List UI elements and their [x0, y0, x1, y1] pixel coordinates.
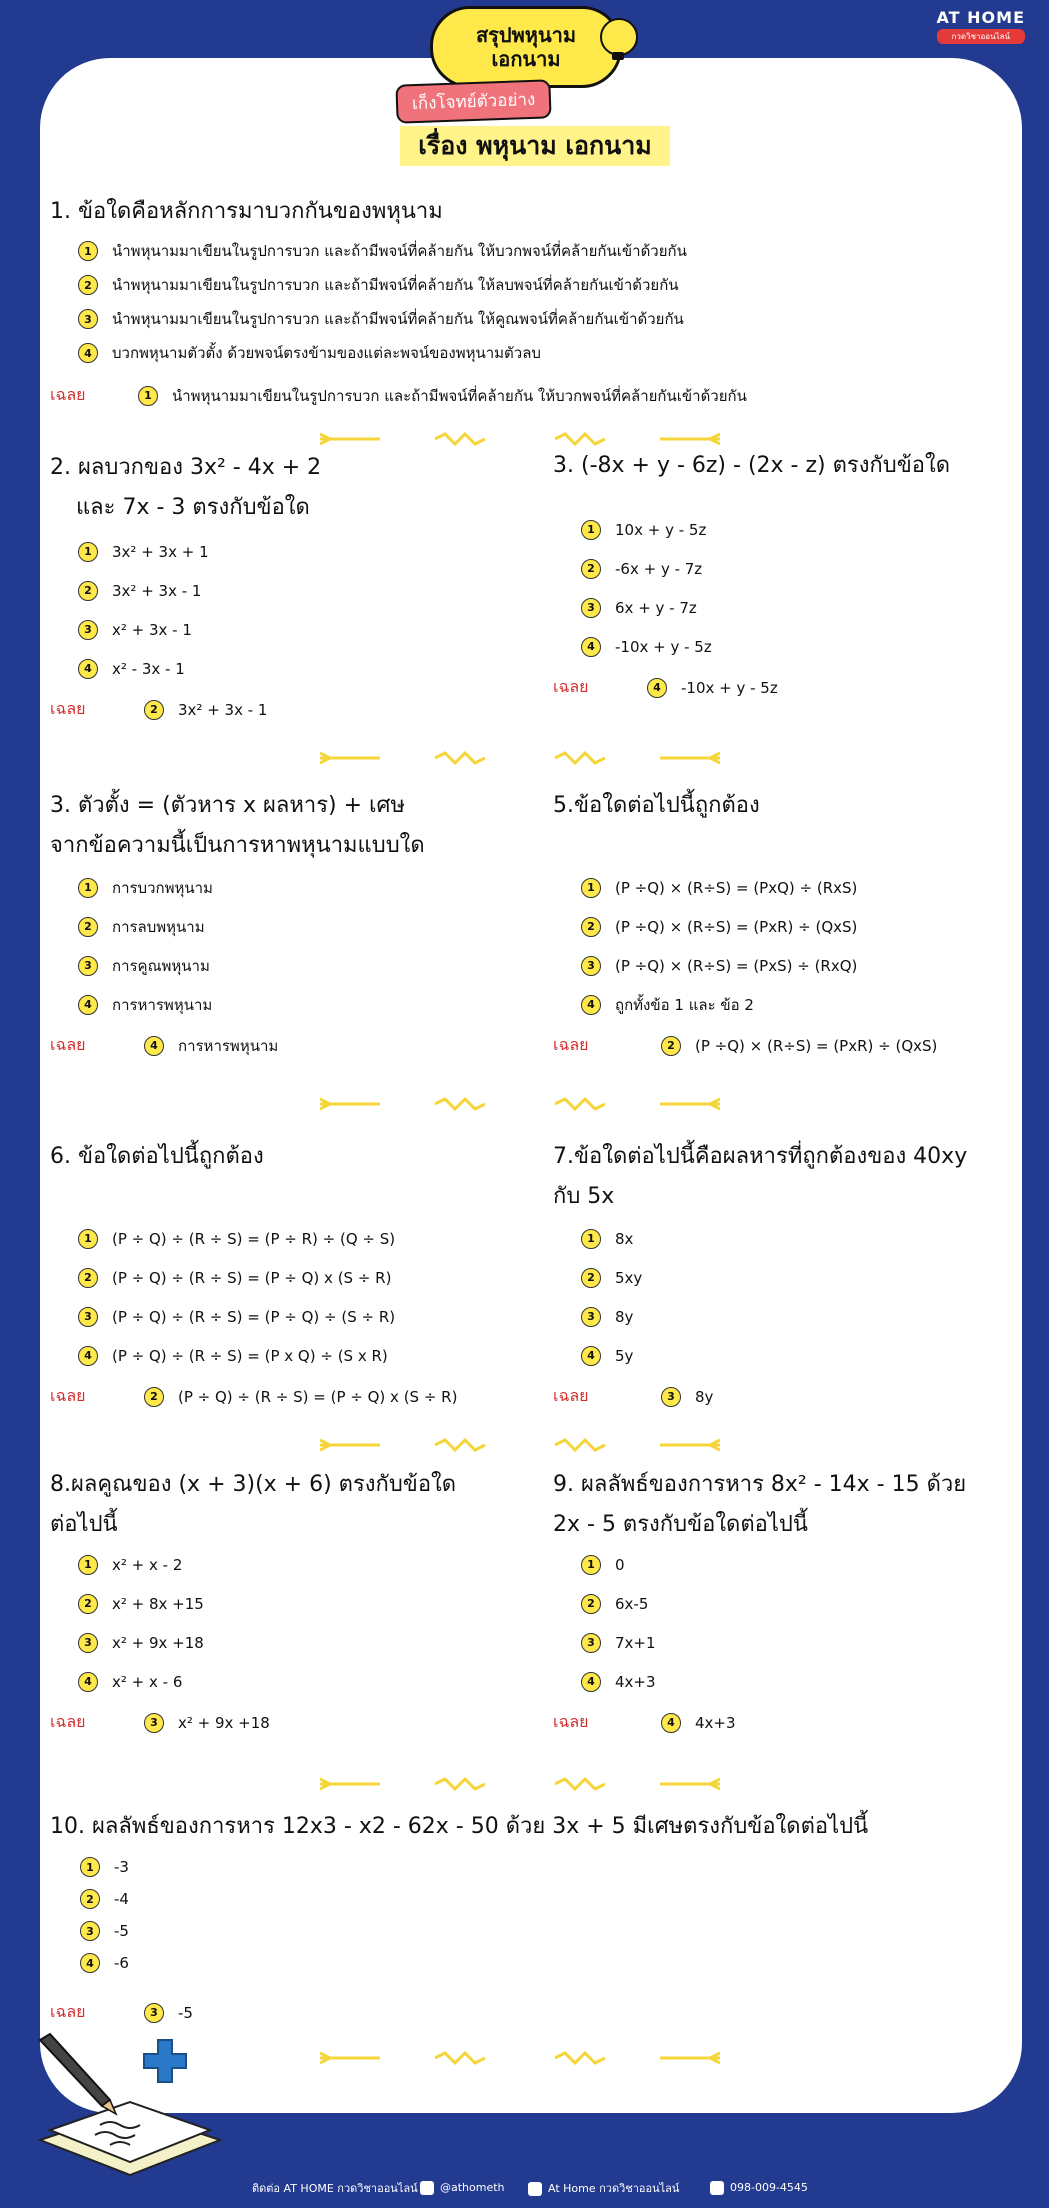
option-4[interactable]: [50, 1336, 550, 1375]
answer-number-icon: 2: [661, 1036, 681, 1056]
question-title: 3. (-8x + y - 6z) - (2x - z) ตรงกับข้อใด: [553, 453, 950, 478]
option-3[interactable]: [553, 588, 1003, 627]
option-text: (P ÷ Q) ÷ (R ÷ S) = (P ÷ Q) ÷ (S ÷ R): [112, 1307, 396, 1326]
question-title: 9. ผลลัพธ์ของการหาร 8x² - 14x - 15 ด้วย: [553, 1472, 967, 1497]
number-2-icon: 2: [581, 1268, 601, 1288]
option-4[interactable]: [553, 1662, 1003, 1701]
option-text: (P ÷ Q) ÷ (R ÷ S) = (P x Q) ÷ (S x R): [112, 1346, 388, 1365]
option-text: 6x-5: [615, 1594, 649, 1613]
answer-text: 4x+3: [695, 1713, 736, 1732]
option-text: นำพหุนามมาเขียนในรูปการบวก และถ้ามีพจน์ที่คล้ายกัน ให้บวกพจน์ที่คล้ายกันเข้าด้วยกัน: [112, 242, 687, 260]
option-text: 8x: [615, 1229, 634, 1248]
question-6: [50, 1137, 550, 1416]
answer-label: เฉลย: [553, 1035, 589, 1054]
answer-label: เฉลย: [50, 1386, 86, 1405]
answer-number-icon: 3: [661, 1387, 681, 1407]
lightbulb-icon: [600, 18, 638, 56]
option-text: การบวกพหุนาม: [112, 878, 213, 897]
question-title: 3. ตัวตั้ง = (ตัวหาร x ผลหาร) + เศษ: [50, 793, 406, 818]
question-8: [50, 1465, 550, 1742]
answer-label: เฉลย: [553, 1386, 589, 1405]
option-3[interactable]: [50, 946, 550, 985]
number-2-icon: 2: [78, 1268, 98, 1288]
option-3[interactable]: [50, 1297, 550, 1336]
answer-text: การหารพหุนาม: [178, 1036, 279, 1055]
line-icon: [420, 2181, 434, 2195]
footer-line[interactable]: [420, 2181, 505, 2195]
question-title-line2: 2x - 5 ตรงกับข้อใดต่อไปนี้: [553, 1512, 808, 1537]
number-4-icon: 4: [78, 1672, 98, 1692]
brand-title: AT HOME: [936, 8, 1025, 27]
divider: [320, 1776, 720, 1790]
number-3-icon: 3: [78, 1307, 98, 1327]
option-text: -10x + y - 5z: [615, 637, 712, 656]
option-text: x² + 3x - 1: [112, 620, 192, 639]
answer-row: [553, 1026, 1003, 1065]
option-text: x² + x - 2: [112, 1555, 183, 1574]
option-4[interactable]: [553, 985, 1003, 1024]
cloud-title-line2: เอกนาม: [491, 47, 561, 71]
number-4-icon: 4: [581, 1346, 601, 1366]
option-4[interactable]: [553, 1336, 1003, 1375]
option-1[interactable]: [50, 1545, 550, 1584]
number-1-icon: 1: [78, 542, 98, 562]
question-title: 7.ข้อใดต่อไปนี้คือผลหารที่ถูกต้องของ 40xy: [553, 1144, 968, 1169]
option-text: 8y: [615, 1307, 634, 1326]
answer-text: นำพหุนามมาเขียนในรูปการบวก และถ้ามีพจน์ที่คล้ายกัน ให้บวกพจน์ที่คล้ายกันเข้าด้วยกัน: [172, 386, 747, 405]
divider: [320, 750, 720, 764]
option-text: 3x² + 3x + 1: [112, 542, 209, 561]
sample-tag: เก็งโจทย์ตัวอย่าง: [395, 79, 552, 123]
option-1[interactable]: [50, 234, 970, 268]
answer-label: เฉลย: [50, 385, 86, 404]
number-3-icon: 3: [78, 1633, 98, 1653]
number-2-icon: 2: [78, 1594, 98, 1614]
number-4-icon: 4: [78, 659, 98, 679]
divider: [320, 1437, 720, 1451]
answer-number-icon: 4: [661, 1713, 681, 1733]
option-text: นำพหุนามมาเขียนในรูปการบวก และถ้ามีพจน์ที่คล้ายกัน ให้คูณพจน์ที่คล้ายกันเข้าด้วยกัน: [112, 310, 684, 328]
footer-facebook[interactable]: [528, 2179, 679, 2197]
option-text: การคูณพหุนาม: [112, 956, 210, 975]
question-title-line2: และ 7x - 3 ตรงกับข้อใด: [76, 495, 310, 520]
option-text: 7x+1: [615, 1633, 656, 1652]
option-text: 5xy: [615, 1268, 643, 1287]
line-handle: @athometh: [440, 2181, 505, 2194]
number-4-icon: 4: [581, 1672, 601, 1692]
option-text: 3x² + 3x - 1: [112, 581, 202, 600]
question-title: 2. ผลบวกของ 3x² - 4x + 2: [50, 455, 322, 480]
answer-number-icon: 3: [144, 1713, 164, 1733]
answer-label: เฉลย: [553, 677, 589, 696]
number-1-icon: 1: [581, 878, 601, 898]
number-2-icon: 2: [78, 917, 98, 937]
question-2: [50, 448, 500, 729]
option-3[interactable]: [553, 946, 1003, 985]
number-3-icon: 3: [80, 1921, 100, 1941]
option-text: (P ÷Q) × (R÷S) = (PxS) ÷ (RxQ): [615, 956, 858, 975]
facebook-icon: [528, 2182, 542, 2196]
option-text: -6x + y - 7z: [615, 559, 703, 578]
option-3[interactable]: [50, 302, 970, 336]
option-2[interactable]: [50, 907, 550, 946]
number-1-icon: 1: [78, 878, 98, 898]
number-2-icon: 2: [581, 917, 601, 937]
option-1[interactable]: [50, 868, 550, 907]
cloud-title-line1: สรุปพหุนาม: [475, 23, 577, 47]
answer-row: [553, 668, 1003, 707]
answer-row: [50, 1703, 550, 1742]
number-1-icon: 1: [581, 1229, 601, 1249]
question-3b: [50, 786, 550, 1065]
number-2-icon: 2: [581, 1594, 601, 1614]
question-title-line2: ต่อไปนี้: [50, 1512, 118, 1537]
option-2[interactable]: [553, 1584, 1003, 1623]
footer-contact: ติดต่อ AT HOME กวดวิชาออนไลน์: [252, 2182, 418, 2195]
answer-label: เฉลย: [50, 699, 86, 718]
divider: [320, 431, 720, 445]
option-text: 5y: [615, 1346, 634, 1365]
option-2[interactable]: [553, 1258, 1003, 1297]
question-title-line2: จากข้อความนี้เป็นการหาพหุนามแบบใด: [50, 833, 425, 858]
answer-row: [553, 1703, 1003, 1742]
option-3[interactable]: [50, 1623, 550, 1662]
question-9: [553, 1465, 1003, 1742]
option-1[interactable]: [553, 1545, 1003, 1584]
option-text: -3: [114, 1858, 129, 1876]
number-1-icon: 1: [581, 1555, 601, 1575]
number-1-icon: 1: [78, 241, 98, 261]
brand-subtitle: กวดวิชาออนไลน์: [937, 29, 1025, 44]
option-1[interactable]: [553, 1219, 1003, 1258]
question-5: [553, 786, 1003, 1065]
divider: [320, 2050, 720, 2064]
option-4[interactable]: [50, 1662, 550, 1701]
option-1[interactable]: [50, 532, 500, 571]
number-4-icon: 4: [78, 995, 98, 1015]
option-3[interactable]: [50, 610, 500, 649]
option-1[interactable]: [553, 510, 1003, 549]
question-title: 5.ข้อใดต่อไปนี้ถูกต้อง: [553, 793, 760, 818]
option-2[interactable]: [50, 268, 970, 302]
option-text: 6x + y - 7z: [615, 598, 697, 617]
option-4[interactable]: [50, 985, 550, 1024]
number-2-icon: 2: [581, 559, 601, 579]
answer-number-icon: 4: [647, 678, 667, 698]
question-10: [50, 1807, 990, 2032]
option-text: (P ÷ Q) ÷ (R ÷ S) = (P ÷ Q) x (S ÷ R): [112, 1268, 392, 1287]
answer-label: เฉลย: [50, 2002, 86, 2021]
option-text: นำพหุนามมาเขียนในรูปการบวก และถ้ามีพจน์ที่คล้ายกัน ให้ลบพจน์ที่คล้ายกันเข้าด้วยกัน: [112, 276, 679, 294]
question-3a: [553, 446, 1003, 707]
option-text: -6: [114, 1954, 129, 1972]
number-2-icon: 2: [80, 1889, 100, 1909]
option-4[interactable]: [553, 627, 1003, 666]
option-3[interactable]: [553, 1297, 1003, 1336]
option-1[interactable]: [50, 1219, 550, 1258]
answer-number-icon: 1: [138, 386, 158, 406]
option-2[interactable]: [50, 1584, 550, 1623]
option-text: การหารพหุนาม: [112, 995, 213, 1014]
plus-icon: [140, 2036, 190, 2086]
number-3-icon: 3: [581, 956, 601, 976]
answer-number-icon: 4: [144, 1036, 164, 1056]
answer-text: 8y: [695, 1387, 714, 1406]
phone-number: 098-009-4545: [730, 2181, 808, 2194]
answer-number-icon: 2: [144, 1387, 164, 1407]
footer: [0, 2168, 1049, 2208]
option-1[interactable]: [553, 868, 1003, 907]
answer-label: เฉลย: [50, 1035, 86, 1054]
answer-number-icon: 3: [144, 2003, 164, 2023]
option-4[interactable]: [50, 336, 970, 370]
option-text: x² - 3x - 1: [112, 659, 185, 678]
brand-logo: [937, 8, 1025, 44]
number-1-icon: 1: [581, 520, 601, 540]
number-4-icon: 4: [581, 637, 601, 657]
option-text: 10x + y - 5z: [615, 520, 707, 539]
number-3-icon: 3: [581, 598, 601, 618]
answer-text: 3x² + 3x - 1: [178, 700, 268, 719]
topic-banner: เรื่อง พหุนาม เอกนาม: [400, 126, 670, 166]
option-2[interactable]: [50, 571, 500, 610]
option-text: ถูกทั้งข้อ 1 และ ข้อ 2: [615, 995, 754, 1014]
answer-text: -10x + y - 5z: [681, 678, 778, 697]
answer-row: [50, 1993, 990, 2032]
number-3-icon: 3: [78, 620, 98, 640]
option-text: -5: [114, 1922, 129, 1940]
title-cloud: [430, 6, 622, 88]
answer-label: เฉลย: [553, 1712, 589, 1731]
answer-text: x² + 9x +18: [178, 1713, 270, 1732]
number-4-icon: 4: [80, 1953, 100, 1973]
option-text: x² + x - 6: [112, 1672, 183, 1691]
option-4[interactable]: [50, 1947, 990, 1979]
option-2[interactable]: [553, 907, 1003, 946]
question-7: [553, 1137, 1003, 1416]
answer-row: [50, 376, 970, 415]
number-4-icon: 4: [78, 343, 98, 363]
option-text: 0: [615, 1555, 625, 1574]
answer-label: เฉลย: [50, 1712, 86, 1731]
number-3-icon: 3: [581, 1307, 601, 1327]
answer-text: (P ÷ Q) ÷ (R ÷ S) = (P ÷ Q) x (S ÷ R): [178, 1387, 458, 1406]
number-1-icon: 1: [78, 1555, 98, 1575]
number-1-icon: 1: [80, 1857, 100, 1877]
question-title-line2: กับ 5x: [553, 1184, 615, 1209]
option-text: บวกพหุนามตัวตั้ง ด้วยพจน์ตรงข้ามของแต่ละพจน์ของพหุนามตัวลบ: [112, 344, 541, 362]
number-4-icon: 4: [581, 995, 601, 1015]
option-3[interactable]: [50, 1915, 990, 1947]
option-4[interactable]: [50, 649, 500, 688]
number-2-icon: 2: [78, 581, 98, 601]
option-text: x² + 9x +18: [112, 1633, 204, 1652]
answer-row: [50, 690, 500, 729]
number-3-icon: 3: [581, 1633, 601, 1653]
number-2-icon: 2: [78, 275, 98, 295]
option-text: 4x+3: [615, 1672, 656, 1691]
answer-row: [50, 1377, 550, 1416]
option-text: -4: [114, 1890, 129, 1908]
option-2[interactable]: [50, 1258, 550, 1297]
question-title: 1. ข้อใดคือหลักการมาบวกกันของพหุนาม: [50, 199, 443, 224]
number-3-icon: 3: [78, 956, 98, 976]
divider: [320, 1096, 720, 1110]
answer-number-icon: 2: [144, 700, 164, 720]
question-1: [50, 192, 970, 415]
answer-row: [50, 1026, 550, 1065]
question-title: 8.ผลคูณของ (x + 3)(x + 6) ตรงกับข้อใด: [50, 1472, 457, 1497]
option-2[interactable]: [553, 549, 1003, 588]
answer-row: [553, 1377, 1003, 1416]
answer-text: -5: [178, 2003, 193, 2022]
question-title: 6. ข้อใดต่อไปนี้ถูกต้อง: [50, 1144, 264, 1169]
option-text: x² + 8x +15: [112, 1594, 204, 1613]
notebook-illustration-icon: [30, 2030, 230, 2180]
phone-icon: [710, 2181, 724, 2195]
option-text: การลบพหุนาม: [112, 917, 205, 936]
option-text: (P ÷ Q) ÷ (R ÷ S) = (P ÷ R) ÷ (Q ÷ S): [112, 1229, 396, 1248]
number-1-icon: 1: [78, 1229, 98, 1249]
option-3[interactable]: [553, 1623, 1003, 1662]
option-1[interactable]: [50, 1851, 990, 1883]
facebook-name: At Home กวดวิชาออนไลน์: [548, 2182, 680, 2195]
option-text: (P ÷Q) × (R÷S) = (PxR) ÷ (QxS): [615, 917, 858, 936]
number-3-icon: 3: [78, 309, 98, 329]
question-title: 10. ผลลัพธ์ของการหาร 12x3 - x2 - 62x - 50 ด้วย 3x + 5 มีเศษตรงกับข้อใดต่อไปนี้: [50, 1814, 869, 1839]
footer-phone[interactable]: [710, 2181, 808, 2195]
option-2[interactable]: [50, 1883, 990, 1915]
answer-text: (P ÷Q) × (R÷S) = (PxR) ÷ (QxS): [695, 1036, 938, 1055]
option-text: (P ÷Q) × (R÷S) = (PxQ) ÷ (RxS): [615, 878, 858, 897]
number-4-icon: 4: [78, 1346, 98, 1366]
